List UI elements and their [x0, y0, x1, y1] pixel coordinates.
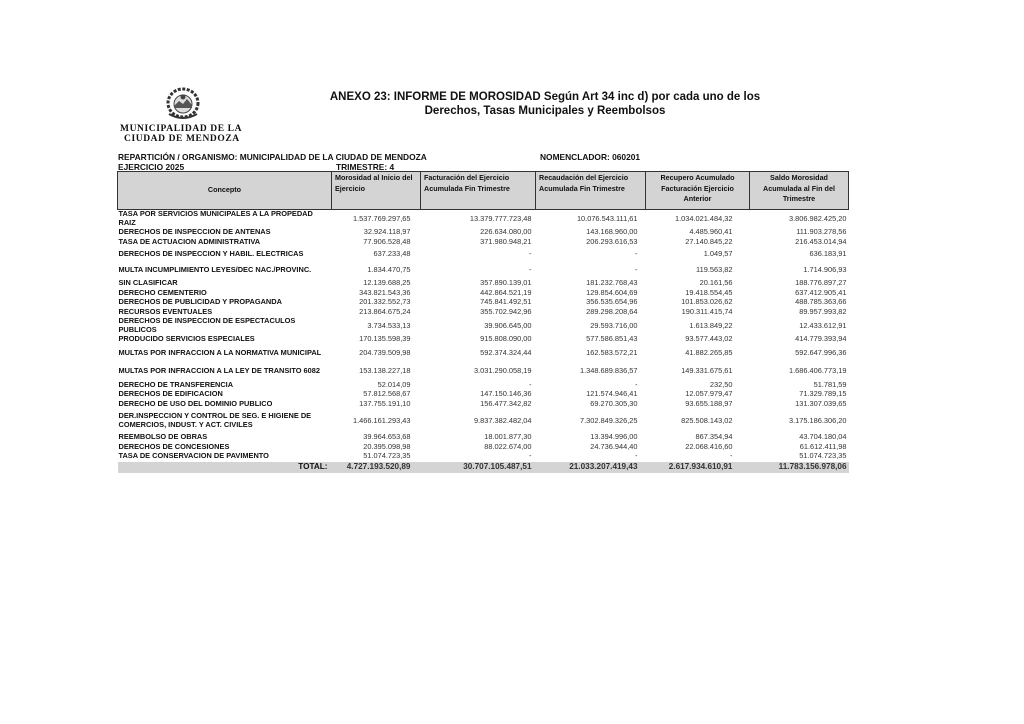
- cell-morosidad-inicio: 3.734.533,13: [367, 320, 411, 330]
- column-header-concepto: Concepto: [118, 172, 332, 210]
- cell-recaudacion: 69.270.305,30: [590, 398, 638, 408]
- cell-morosidad-inicio: 343.821.543,36: [359, 287, 411, 297]
- cell-facturacion: 226.634.080,00: [480, 227, 532, 237]
- title-line-1: ANEXO 23: INFORME DE MOROSIDAD Según Art 34 inc d) por cada uno de los: [329, 91, 761, 103]
- column-header-recaudacion: Recaudación del Ejercicio Acumulada Fin Trimestre: [536, 172, 646, 210]
- cell-recupero: 20.161,56: [699, 278, 733, 288]
- cell-facturacion: -: [529, 379, 532, 389]
- cell-saldo: 12.433.612,91: [799, 320, 847, 330]
- cell-recaudacion: 289.298.208,64: [586, 306, 638, 316]
- cell-saldo: 636.183,91: [809, 248, 847, 258]
- table-row: [118, 247, 849, 261]
- cell-recupero: 93.577.443,02: [685, 334, 733, 344]
- cell-recupero: 825.508.143,02: [681, 415, 733, 425]
- cell-recaudacion: 29.593.716,00: [590, 320, 638, 330]
- cell-recupero: 119.563,82: [696, 264, 733, 274]
- cell-recupero: 149.331.675,61: [681, 366, 733, 376]
- cell-recaudacion: 10.076.543.111,61: [576, 213, 638, 223]
- cell-recupero: 41.882.265,85: [685, 348, 733, 358]
- cell-saldo: 216.453.014,94: [795, 236, 847, 246]
- cell-facturacion: 3.031.290.058,19: [473, 366, 532, 376]
- cell-recupero: 93.655.188,97: [685, 398, 733, 408]
- cell-concepto: REEMBOLSO DE OBRAS: [118, 432, 208, 442]
- cell-recupero: 1.034.021.484,32: [674, 213, 733, 223]
- cell-recaudacion: -: [635, 264, 638, 274]
- cell-saldo: 637.412.905,41: [795, 287, 847, 297]
- cell-concepto: DERECHOS DE INSPECCION Y HABIL. ELECTRICAS: [118, 248, 304, 258]
- cell-concepto: TASA DE ACTUACION ADMINISTRATIVA: [118, 236, 261, 246]
- cell-morosidad-inicio: 12.139.688,25: [363, 278, 411, 288]
- cell-concepto: RECURSOS EVENTUALES: [118, 306, 213, 316]
- cell-concepto: DERECHOS DE INSPECCION DE ESPECTACULOS PUBLICOS: [118, 316, 296, 334]
- municipal-logo: [120, 84, 245, 144]
- table-row: [118, 452, 849, 462]
- cell-recaudacion: 577.586.851,43: [586, 334, 638, 344]
- cell-recaudacion: 7.302.849.326,25: [579, 415, 638, 425]
- cell-saldo: 89.957.993,82: [799, 306, 847, 316]
- cell-facturacion: 39.906.645,00: [484, 320, 532, 330]
- cell-morosidad-inicio: 170.135.598,39: [359, 334, 411, 344]
- cell-recupero: 27.140.845,22: [685, 236, 733, 246]
- column-header-saldo: Saldo Morosidad Acumulada al Fin del Trimestre: [750, 172, 849, 210]
- cell-facturacion: -: [529, 264, 532, 274]
- cell-concepto: SIN CLASIFICAR: [118, 278, 178, 288]
- cell-recupero: 101.853.026,62: [681, 297, 733, 307]
- cell-recupero: 1.049,57: [703, 248, 733, 258]
- cell-concepto: DERECHO DE TRANSFERENCIA: [118, 379, 234, 389]
- cell-saldo: 71.329.789,15: [799, 389, 847, 399]
- cell-recaudacion: -: [635, 248, 638, 258]
- cell-morosidad-inicio: 201.332.552,73: [359, 297, 411, 307]
- cell-saldo: 414.779.393,94: [795, 334, 847, 344]
- cell-morosidad-inicio: 1.537.769.297,65: [352, 213, 411, 223]
- total-facturacion: 30.707.105.487,51: [421, 462, 536, 473]
- cell-saldo: 51.781,59: [813, 379, 847, 389]
- cell-morosidad-inicio: 52.014,09: [377, 379, 411, 389]
- table-row: [118, 238, 849, 248]
- cell-recupero: 12.057.979,47: [685, 389, 733, 399]
- cell-morosidad-inicio: 637.233,48: [373, 248, 411, 258]
- column-header-morosidad-inicio: Morosidad al Inicio del Ejercicio: [332, 172, 421, 210]
- cell-facturacion: 18.001.877,30: [484, 432, 532, 442]
- reparticion-label: REPARTICIÓN / ORGANISMO: MUNICIPALIDAD DE LA CIUDAD DE MENDOZA: [118, 152, 427, 162]
- cell-morosidad-inicio: 1.834.470,75: [367, 264, 411, 274]
- cell-facturacion: 88.022.674,00: [484, 441, 532, 451]
- cell-saldo: 1.686.406.773,19: [788, 366, 847, 376]
- cell-morosidad-inicio: 204.739.509,98: [359, 348, 411, 358]
- total-recupero: 2.617.934.610,91: [646, 462, 750, 473]
- column-header-recupero: Recupero Acumulado Facturación Ejercicio Anterior: [646, 172, 750, 210]
- total-saldo: 11.783.156.978,06: [750, 462, 849, 473]
- cell-concepto: DERECHOS DE EDIFICACION: [118, 389, 223, 399]
- cell-recupero: 1.613.849,22: [689, 320, 733, 330]
- cell-recaudacion: 129.854.604,69: [586, 287, 638, 297]
- municipal-coat-of-arms-icon: [161, 84, 205, 122]
- table-row: [118, 210, 849, 229]
- table-header-row: [118, 172, 849, 210]
- cell-facturacion: 9.837.382.482,04: [473, 415, 532, 425]
- cell-saldo: 111.903.278,56: [796, 227, 847, 237]
- table-row: [118, 400, 849, 410]
- cell-facturacion: 156.477.342,82: [480, 398, 532, 408]
- table-row: [118, 335, 849, 345]
- cell-recupero: 190.311.415,74: [681, 306, 733, 316]
- cell-recaudacion: 181.232.768,43: [586, 278, 638, 288]
- cell-concepto: DER.INSPECCION Y CONTROL DE SEG. E HIGIENE DE COMERCIOS, INDUST. Y ACT. CIVILES: [118, 411, 312, 429]
- cell-recaudacion: -: [635, 451, 638, 461]
- cell-facturacion: 13.379.777.723,48: [469, 213, 532, 223]
- cell-concepto: TASA DE CONSERVACION DE PAVIMENTO: [118, 451, 269, 461]
- table-row: [118, 345, 849, 363]
- cell-facturacion: 745.841.492,51: [480, 297, 532, 307]
- cell-recupero: -: [730, 451, 733, 461]
- total-row: [118, 462, 849, 473]
- cell-facturacion: 147.150.146,36: [480, 389, 532, 399]
- cell-morosidad-inicio: 213.864.675,24: [359, 306, 411, 316]
- cell-morosidad-inicio: 39.964.653,68: [363, 432, 411, 442]
- cell-concepto: PRODUCIDO SERVICIOS ESPECIALES: [118, 334, 255, 344]
- total-morosidad-inicio: 4.727.193.520,89: [332, 462, 421, 473]
- total-recaudacion: 21.033.207.419,43: [536, 462, 646, 473]
- nomenclador-label: NOMENCLADOR: 060201: [540, 152, 641, 162]
- cell-recaudacion: 1.348.689.836,57: [579, 366, 638, 376]
- cell-recaudacion: 13.394.996,00: [590, 432, 638, 442]
- cell-concepto: DERECHO CEMENTERIO: [118, 287, 207, 297]
- cell-saldo: 3.806.982.425,20: [788, 213, 847, 223]
- cell-facturacion: 592.374.324,44: [480, 348, 532, 358]
- cell-recupero: 22.068.416,60: [685, 441, 733, 451]
- cell-concepto: MULTAS POR INFRACCION A LA NORMATIVA MUNICIPAL: [118, 348, 322, 358]
- cell-saldo: 1.714.906,93: [803, 264, 847, 274]
- report-title: [300, 90, 790, 118]
- cell-facturacion: 915.808.090,00: [480, 334, 532, 344]
- cell-recaudacion: 24.736.944,40: [590, 441, 638, 451]
- column-header-facturacion: Facturación del Ejercicio Acumulada Fin Trimestre: [421, 172, 536, 210]
- logo-line-2: CIUDAD DE MENDOZA: [124, 134, 240, 144]
- table-row: [118, 317, 849, 335]
- cell-recupero: 867.354,94: [695, 432, 733, 442]
- cell-saldo: 131.307.039,65: [795, 398, 847, 408]
- cell-morosidad-inicio: 20.395.098,98: [363, 441, 411, 451]
- table-row: [118, 409, 849, 433]
- cell-concepto: TASA POR SERVICIOS MUNICIPALES A LA PROPEDAD RAIZ: [118, 209, 313, 227]
- cell-saldo: 43.704.180,04: [799, 432, 847, 442]
- cell-facturacion: 357.890.139,01: [480, 278, 532, 288]
- cell-recaudacion: 121.574.946,41: [586, 389, 638, 399]
- cell-recaudacion: 143.168.960,00: [586, 227, 638, 237]
- cell-recaudacion: 356.535.654,96: [586, 297, 638, 307]
- cell-saldo: 188.776.897,27: [795, 278, 847, 288]
- cell-facturacion: 442.864.521,19: [480, 287, 532, 297]
- logo-line-1: MUNICIPALIDAD DE LA: [120, 124, 243, 134]
- cell-saldo: 592.647.996,36: [795, 348, 847, 358]
- cell-concepto: MULTAS POR INFRACCION A LA LEY DE TRANSITO 6082: [118, 366, 320, 376]
- cell-facturacion: -: [529, 451, 532, 461]
- cell-morosidad-inicio: 51.074.723,35: [363, 451, 411, 461]
- cell-concepto: DERECHO DE USO DEL DOMINIO PUBLICO: [118, 398, 273, 408]
- cell-facturacion: 355.702.942,96: [480, 306, 532, 316]
- cell-recupero: 4.485.960,41: [689, 227, 733, 237]
- trimestre-label: TRIMESTRE: 4: [336, 162, 395, 172]
- cell-morosidad-inicio: 77.906.528,48: [363, 236, 411, 246]
- cell-saldo: 51.074.723,35: [799, 451, 847, 461]
- cell-recaudacion: 162.583.572,21: [586, 348, 638, 358]
- cell-morosidad-inicio: 153.138.227,18: [359, 366, 411, 376]
- cell-morosidad-inicio: 1.466.161.293,43: [352, 415, 411, 425]
- cell-concepto: DERECHOS DE CONCESIONES: [118, 441, 230, 451]
- total-label: TOTAL:: [118, 462, 332, 473]
- cell-saldo: 488.785.363,66: [795, 297, 847, 307]
- morosidad-table: [117, 171, 849, 473]
- cell-recaudacion: 206.293.616,53: [586, 236, 638, 246]
- cell-morosidad-inicio: 32.924.118,97: [363, 227, 411, 237]
- cell-recupero: 19.418.554,45: [685, 287, 733, 297]
- ejercicio-label: EJERCICIO 2025: [118, 162, 185, 172]
- cell-concepto: MULTA INCUMPLIMIENTO LEYES/DEC NAC./PROVINC.: [118, 264, 312, 274]
- cell-saldo: 61.612.411,98: [799, 441, 847, 451]
- table-row: [118, 363, 849, 381]
- title-line-2: Derechos, Tasas Municipales y Reembolsos: [424, 105, 666, 117]
- cell-facturacion: 371.980.948,21: [480, 236, 532, 246]
- cell-morosidad-inicio: 137.755.191,10: [359, 398, 411, 408]
- cell-concepto: DERECHOS DE PUBLICIDAD Y PROPAGANDA: [118, 297, 282, 307]
- table-row: [118, 261, 849, 279]
- cell-morosidad-inicio: 57.812.568,67: [363, 389, 411, 399]
- cell-recupero: 232,50: [709, 379, 733, 389]
- cell-facturacion: -: [529, 248, 532, 258]
- cell-recaudacion: -: [635, 379, 638, 389]
- cell-concepto: DERECHOS DE INSPECCION DE ANTENAS: [118, 227, 271, 237]
- cell-saldo: 3.175.186.306,20: [788, 415, 847, 425]
